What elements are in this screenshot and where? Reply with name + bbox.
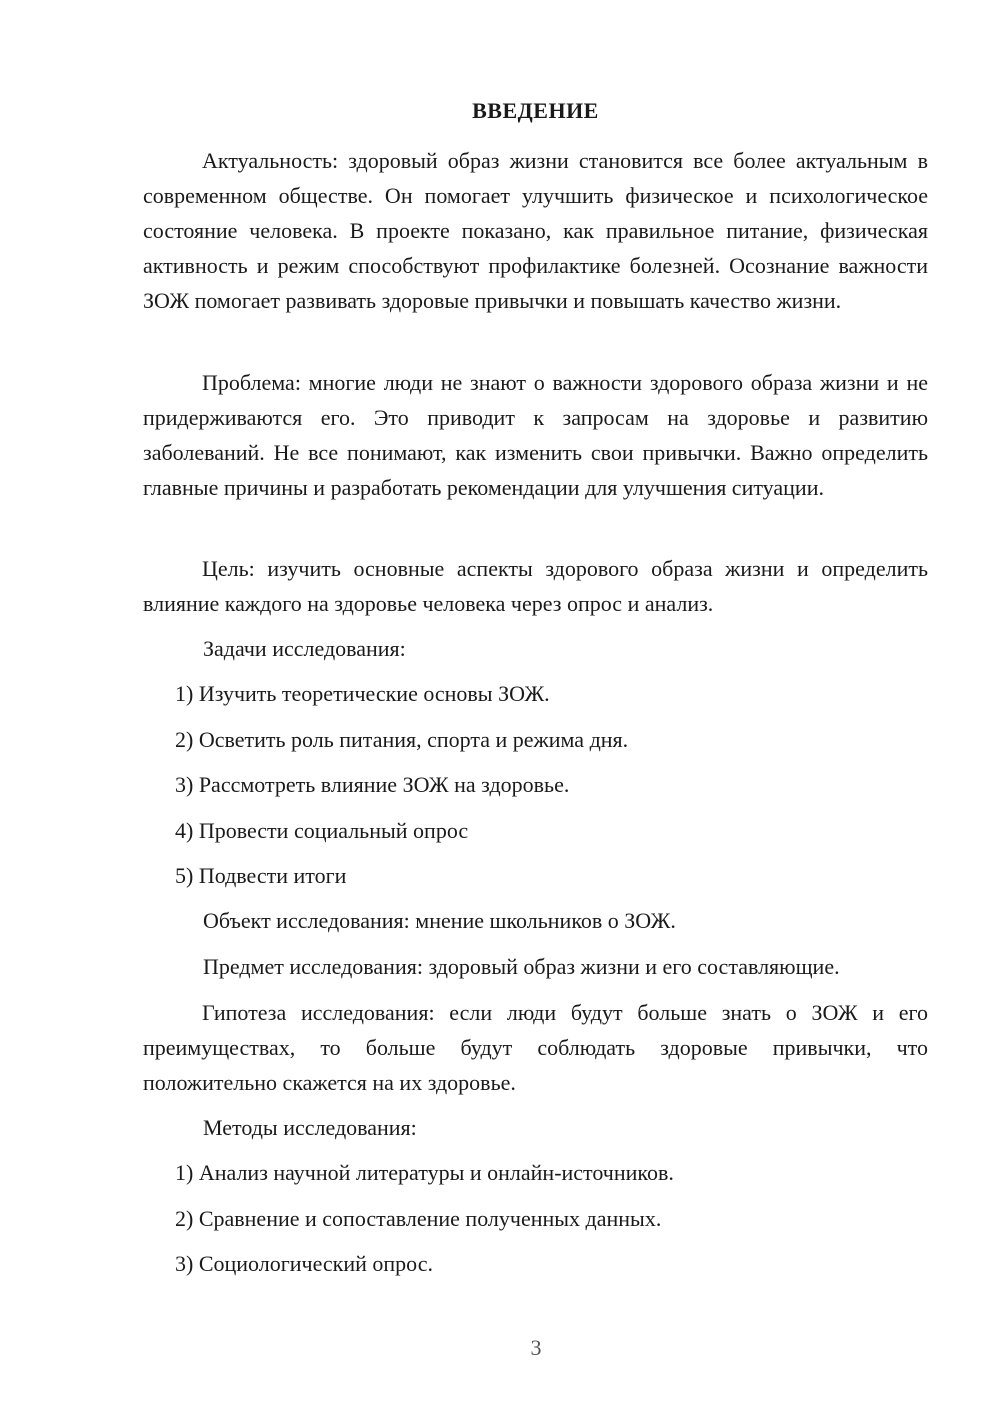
goal-paragraph: Цель: изучить основные аспекты здорового образа жизни и определить влияние каждого на здоровье человека через опрос и анализ. [143, 556, 928, 616]
task-item: 3) Рассмотреть влияние ЗОЖ на здоровье. [175, 772, 570, 797]
task-item: 4) Провести социальный опрос [175, 818, 469, 843]
hypothesis-paragraph: Гипотеза исследования: если люди будут больше знать о ЗОЖ и его преимуществах, то больше будут соблюдать здоровые привычки, что положительно скажется на их здоровье. [143, 1000, 928, 1095]
tasks-heading: Задачи исследования: [203, 636, 406, 661]
page-number: 3 [530, 1335, 542, 1360]
section-title: ВВЕДЕНИЕ [472, 98, 599, 123]
method-item: 3) Социологический опрос. [175, 1251, 433, 1276]
task-item: 5) Подвести итоги [175, 863, 347, 888]
relevance-paragraph: Актуальность: здоровый образ жизни становится все более актуальным в современном обществе. Он помогает улучшить физическое и психологическое состояние человека. В проекте показано, как правильное питание, физическая активность и режим способствуют профилактике болезней. Осознание важности ЗОЖ помогает развивать здоровые привычки и повышать качество жизни. [143, 148, 928, 313]
problem-paragraph: Проблема: многие люди не знают о важности здорового образа жизни и не придерживаются его. Это приводит к запросам на здоровье и развитию заболеваний. Не все понимают, как изменить свои привычки. Важно определить главные причины и разработать рекомендации для улучшения ситуации. [143, 370, 928, 500]
task-item: 1) Изучить теоретические основы ЗОЖ. [175, 681, 550, 706]
methods-heading: Методы исследования: [203, 1115, 417, 1140]
research-object: Объект исследования: мнение школьников о ЗОЖ. [203, 908, 676, 933]
task-item: 2) Осветить роль питания, спорта и режима дня. [175, 727, 629, 752]
research-subject: Предмет исследования: здоровый образ жизни и его составляющие. [203, 954, 840, 979]
method-item: 1) Анализ научной литературы и онлайн-источников. [175, 1160, 674, 1185]
method-item: 2) Сравнение и сопоставление полученных данных. [175, 1206, 662, 1231]
